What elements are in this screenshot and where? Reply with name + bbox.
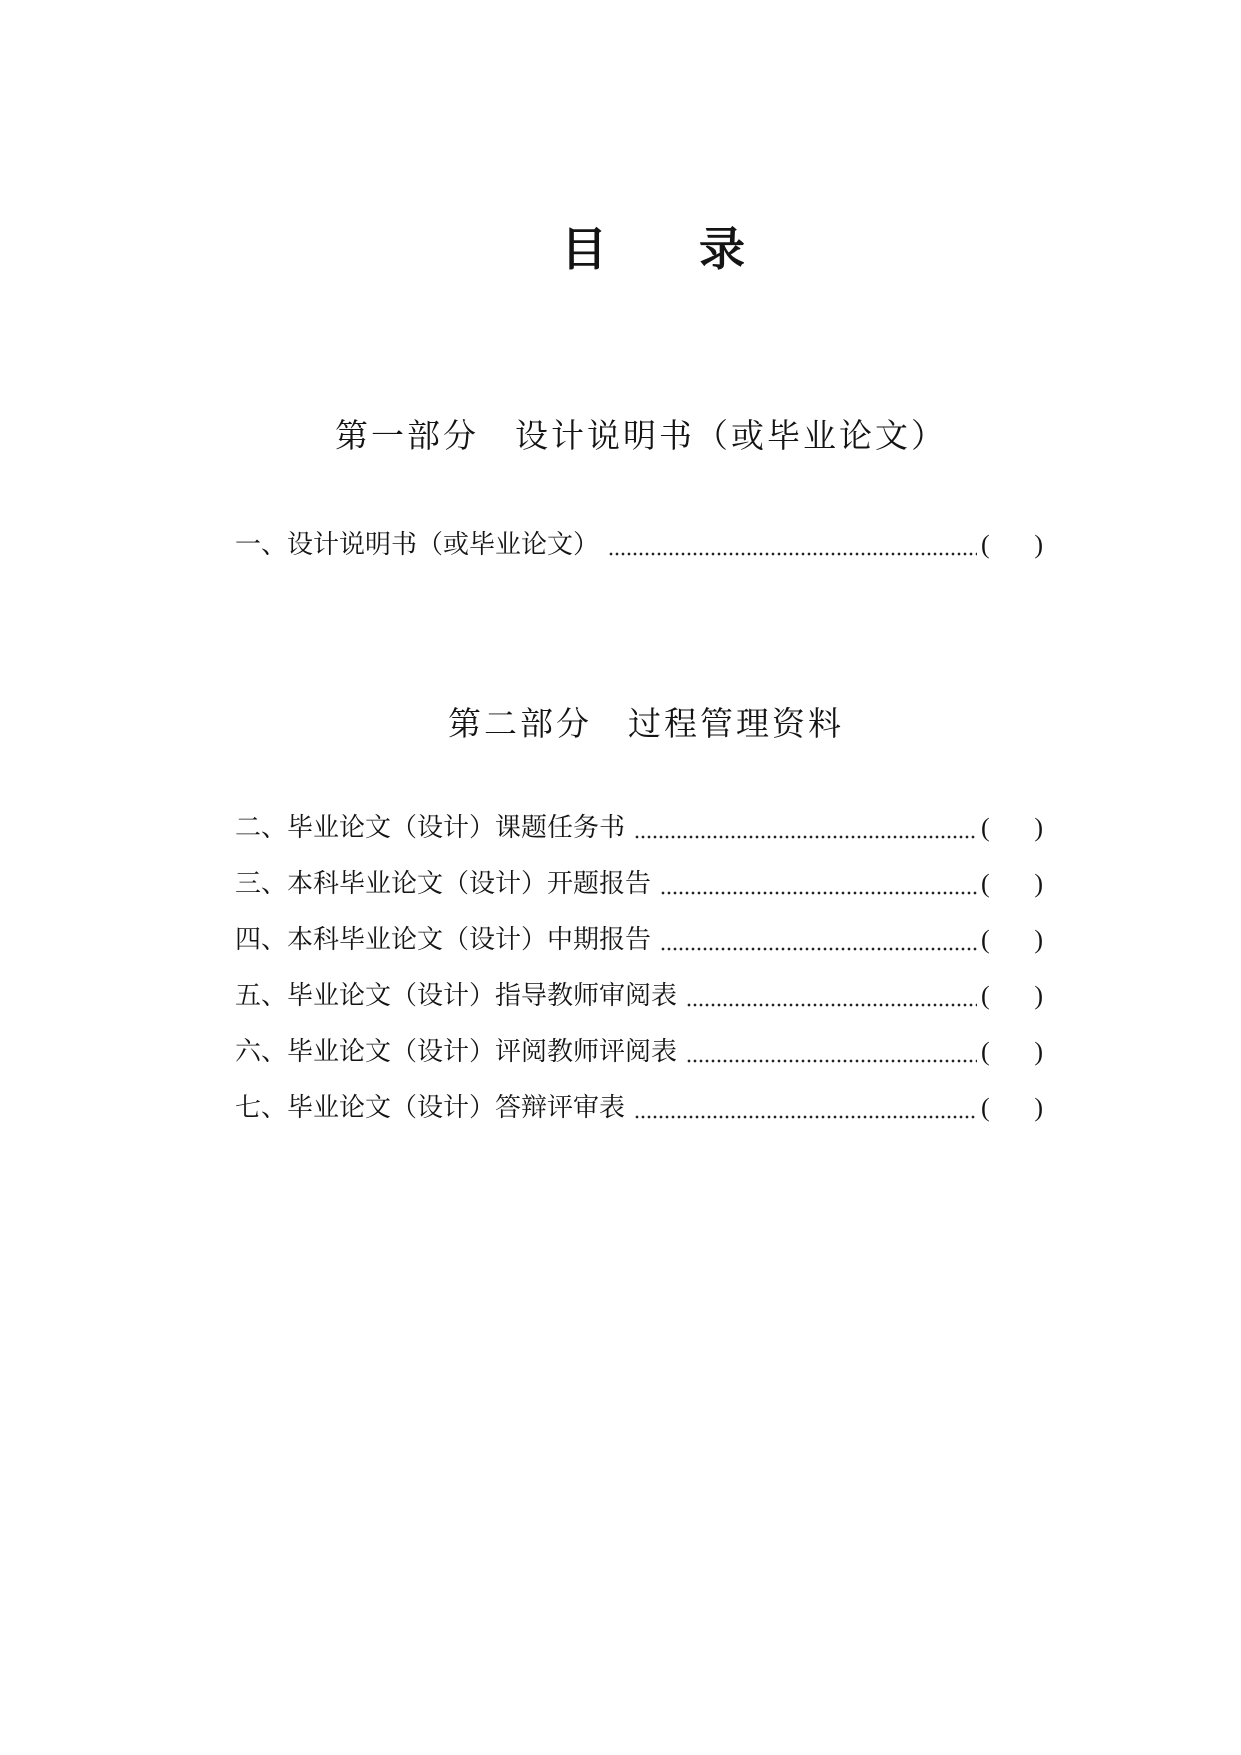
toc-entry <box>235 912 1043 968</box>
toc-list <box>235 517 1043 573</box>
toc-title: 目 录 <box>561 224 745 275</box>
toc-list <box>235 800 1043 1136</box>
page-content <box>235 0 1043 1755</box>
page-number-open-paren: ( <box>981 925 990 954</box>
toc-entry-label: 四、本科毕业论文（设计）中期报告 <box>235 925 652 954</box>
toc-entry <box>235 856 1043 912</box>
dot-leader <box>635 835 977 839</box>
page-number-close-paren: ) <box>1034 981 1043 1010</box>
page-number-placeholder <box>981 1024 1043 1080</box>
page-number-placeholder <box>981 912 1043 968</box>
dot-leader <box>661 947 977 951</box>
toc-entry <box>235 517 1043 573</box>
toc-entry-label: 六、毕业论文（设计）评阅教师评阅表 <box>235 1037 678 1066</box>
page-number-placeholder <box>981 856 1043 912</box>
dot-leader <box>661 891 977 895</box>
page-number-close-paren: ) <box>1034 925 1043 954</box>
toc-entry <box>235 1080 1043 1136</box>
page-number-close-paren: ) <box>1034 869 1043 898</box>
page-number-placeholder <box>981 968 1043 1024</box>
page-number-close-paren: ) <box>1034 1037 1043 1066</box>
toc-entry <box>235 968 1043 1024</box>
dot-leader <box>609 552 977 556</box>
page-number-close-paren: ) <box>1034 1093 1043 1122</box>
page-number-placeholder <box>981 517 1043 573</box>
toc-entry-label: 五、毕业论文（设计）指导教师审阅表 <box>235 981 678 1010</box>
page-number-open-paren: ( <box>981 530 990 559</box>
toc-entry-label: 二、毕业论文（设计）课题任务书 <box>235 813 626 842</box>
page-number-placeholder <box>981 800 1043 856</box>
page-number-close-paren: ) <box>1034 530 1043 559</box>
part-heading: 第一部分 设计说明书（或毕业论文） <box>335 419 947 455</box>
toc-entry-label: 三、本科毕业论文（设计）开题报告 <box>235 869 652 898</box>
page-number-open-paren: ( <box>981 981 990 1010</box>
page-number-close-paren: ) <box>1034 813 1043 842</box>
toc-entry <box>235 1024 1043 1080</box>
toc-entry <box>235 800 1043 856</box>
page-number-open-paren: ( <box>981 869 990 898</box>
toc-entry-label: 一、设计说明书（或毕业论文） <box>235 530 600 559</box>
page-number-open-paren: ( <box>981 1093 990 1122</box>
dot-leader <box>635 1115 977 1119</box>
dot-leader <box>687 1059 977 1063</box>
toc-entry-label: 七、毕业论文（设计）答辩评审表 <box>235 1093 626 1122</box>
page-number-open-paren: ( <box>981 813 990 842</box>
page-number-open-paren: ( <box>981 1037 990 1066</box>
part-heading: 第二部分 过程管理资料 <box>448 707 844 743</box>
dot-leader <box>687 1003 977 1007</box>
page-number-placeholder <box>981 1080 1043 1136</box>
